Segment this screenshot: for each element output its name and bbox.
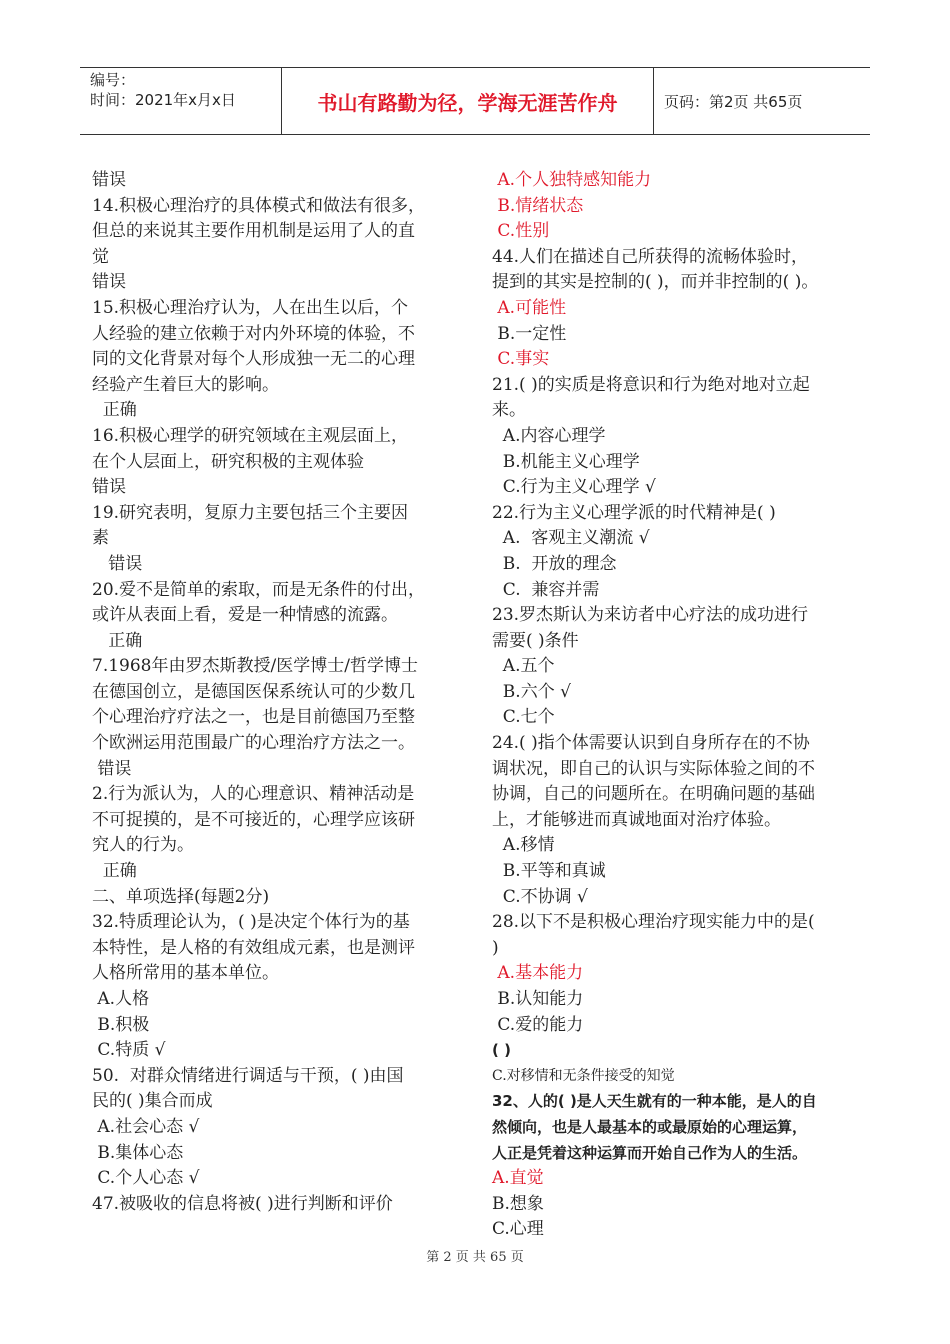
text-line: 20.爱不是简单的索取，而是无条件的付出，: [92, 579, 426, 600]
text-line: A.内容心理学: [492, 425, 606, 446]
text-line: 人正是凭着这种运算而开始自己作为人的生活。: [492, 1143, 808, 1162]
text-line: A.移情: [492, 835, 555, 856]
text-line: 提到的其实是控制的( )，而并非控制的( )。: [492, 272, 819, 293]
text-line: A.基本能力: [492, 963, 584, 984]
text-line: B.想象: [492, 1193, 544, 1214]
text-line: B.平等和真诚: [492, 861, 606, 882]
text-line: 正确: [92, 630, 143, 651]
text-line: A.人格: [92, 989, 150, 1009]
page-footer: 第 2 页 共 65 页: [426, 1250, 524, 1265]
date-label: 时间：2021年x月x日: [90, 91, 236, 109]
header-meta: [80, 68, 282, 134]
text-line: 来。: [492, 400, 526, 421]
text-line: 22.行为主义心理学派的时代精神是( ): [492, 502, 776, 523]
text-line: 个欧洲运用范围最广的心理治疗方法之一。: [92, 733, 415, 754]
text-line: 个心理治疗疗法之一，也是目前德国乃至整: [92, 707, 415, 728]
text-line: 23.罗杰斯认为来访者中心疗法的成功进行: [492, 605, 809, 626]
header-page-info: 页码：第2页 共65页: [664, 92, 803, 111]
text-line: C.个人心态 √: [92, 1168, 200, 1189]
text-line: 正确: [92, 400, 137, 421]
text-line: 或许从表面上看，爱是一种情感的流露。: [92, 605, 398, 626]
text-line: 47.被吸收的信息将被( )进行判断和评价: [92, 1193, 393, 1214]
text-line: 错误: [92, 272, 126, 293]
text-line: C.七个: [492, 707, 555, 728]
text-line: C.行为主义心理学 √: [492, 477, 656, 498]
text-line: 15.积极心理治疗认为，人在出生以后，个: [92, 297, 409, 318]
text-line: 19.研究表明，复原力主要包括三个主要因: [92, 502, 409, 523]
text-line: 2.行为派认为，人的心理意识、精神活动是: [92, 784, 415, 805]
text-line: B.情绪状态: [492, 195, 584, 216]
text-line: B.认知能力: [492, 989, 584, 1009]
text-line: B.积极: [92, 1014, 150, 1035]
text-line: C.事实: [492, 349, 550, 370]
right-column: [492, 168, 877, 1243]
text-line: 错误: [92, 477, 126, 498]
text-line: 14.积极心理治疗的具体模式和做法有很多，: [92, 195, 426, 216]
text-line: 民的( )集合而成: [92, 1091, 213, 1112]
text-line: 同的文化背景对每个人形成独一无二的心理: [92, 349, 415, 370]
text-line: 需要( )条件: [492, 630, 579, 651]
text-line: 错误: [92, 553, 143, 574]
text-line: A. 客观主义潮流 √: [492, 528, 650, 549]
text-line: A.个人独特感知能力: [492, 170, 652, 190]
text-line: 28.以下不是积极心理治疗现实能力中的是(: [492, 912, 815, 933]
text-line: 经验产生着巨大的影响。: [92, 374, 279, 395]
text-line: 上，才能够进而真诚地面对治疗体验。: [492, 809, 781, 830]
text-line: C.心理: [492, 1219, 544, 1240]
text-line: 协调，自己的问题所在。在明确问题的基础: [492, 784, 815, 805]
number-label: 编号：: [90, 71, 136, 89]
text-line: A.社会心态 √: [92, 1116, 200, 1137]
text-line: B.一定性: [492, 323, 567, 344]
text-line: 错误: [92, 758, 132, 779]
text-line: 素: [92, 528, 109, 549]
text-line: 24.( )指个体需要认识到自身所存在的不协: [492, 733, 810, 754]
text-line: A.五个: [492, 656, 555, 677]
text-line: 50. 对群众情绪进行调适与干预，( )由国: [92, 1065, 404, 1086]
text-line: 32、人的( )是人天生就有的一种本能，是人的自: [492, 1092, 817, 1111]
text-line: 二、单项选择(每题2分): [92, 886, 270, 907]
text-line: 觉: [92, 246, 109, 267]
text-line: 32.特质理论认为，( )是决定个体行为的基: [92, 912, 410, 933]
text-line: 人经验的建立依赖于对内外环境的体验，不: [92, 323, 415, 344]
text-line: B.机能主义心理学: [492, 451, 640, 472]
text-line: 16.积极心理学的研究领域在主观层面上，: [92, 425, 409, 446]
text-line: A.可能性: [492, 297, 567, 318]
text-line: 然倾向，也是人最基本的或最原始的心理运算，: [492, 1117, 808, 1136]
text-line: ): [492, 937, 499, 958]
text-line: 调状况，即自己的认识与实际体验之间的不: [492, 758, 815, 779]
text-line: ( ): [492, 1041, 511, 1060]
text-line: B.集体心态: [92, 1142, 184, 1163]
text-line: C.爱的能力: [492, 1014, 584, 1035]
text-line: 人格所常用的基本单位。: [92, 963, 279, 984]
text-line: 21.( )的实质是将意识和行为绝对地对立起: [492, 374, 810, 395]
text-line: 44.人们在描述自己所获得的流畅体验时，: [492, 246, 809, 267]
text-line: C. 兼容并需: [492, 579, 600, 600]
text-line: C.对移情和无条件接受的知觉: [492, 1067, 675, 1084]
text-line: 不可捉摸的，是不可接近的，心理学应该研: [92, 809, 415, 830]
left-column: [92, 168, 462, 1217]
text-line: 在个人层面上，研究积极的主观体验: [92, 451, 364, 472]
text-line: 7.1968年由罗杰斯教授/医学博士/哲学博士: [92, 656, 418, 677]
text-line: 正确: [92, 861, 137, 882]
text-line: 究人的行为。: [92, 835, 194, 856]
text-line: 但总的来说其主要作用机制是运用了人的直: [92, 221, 415, 242]
text-line: B.六个 √: [492, 681, 571, 702]
text-line: 错误: [92, 170, 126, 190]
header-motto: 书山有路勤为径，学海无涯苦作舟: [282, 68, 654, 134]
text-line: C.不协调 √: [492, 886, 588, 907]
text-line: C.性别: [492, 221, 550, 242]
text-line: C.特质 √: [92, 1040, 166, 1061]
text-line: 在德国创立，是德国医保系统认可的少数几: [92, 681, 415, 702]
text-line: B. 开放的理念: [492, 553, 617, 574]
text-line: 本特性，是人格的有效组成元素，也是测评: [92, 937, 415, 958]
text-line: A.直觉: [492, 1168, 544, 1189]
page-header: [80, 67, 870, 135]
